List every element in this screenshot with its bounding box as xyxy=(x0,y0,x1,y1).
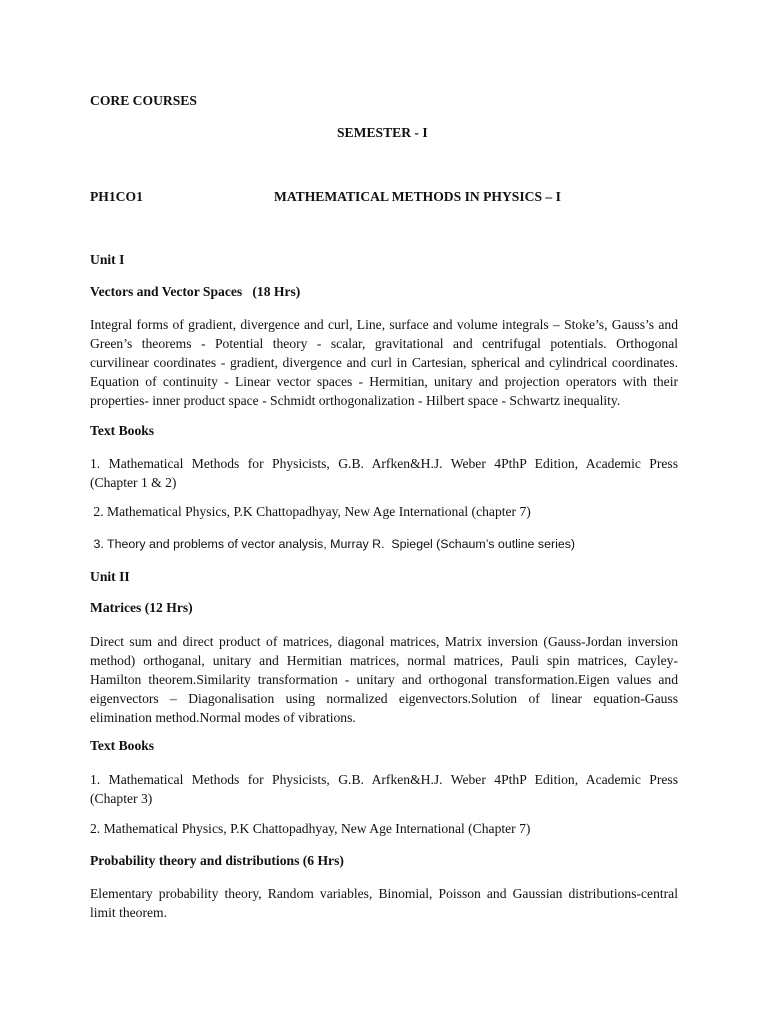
book-line: (Chapter 3) xyxy=(90,791,153,806)
book-line: (Chapter 1 & 2) xyxy=(90,475,177,490)
unit-1-line: properties- inner product space - Schmidt orthogonalization - Hilbert space - Schwartz inequality. xyxy=(90,393,621,408)
unit-2-line: eigenvectors – Diagonalisation using normalized eigenvectors.Solution of linear equation-Gauss xyxy=(90,691,678,706)
unit-1-line: Equation of continuity - Linear vector spaces - Hermitian, unitary and projection operators with their xyxy=(90,374,678,389)
unit-2-book-1 xyxy=(90,770,678,808)
unit-1-book-3: 3. Theory and problems of vector analysis, Murray R. Spiegel (Schaum’s outline series) xyxy=(90,537,576,551)
unit-1-textbooks-heading: Text Books xyxy=(90,423,155,438)
unit-2-paragraph xyxy=(90,632,678,727)
course-code: PH1CO1 xyxy=(90,189,143,204)
probability-heading: Probability theory and distributions (6 Hrs) xyxy=(90,853,344,868)
unit-2-line: method) orthoganal, unitary and Hermitian matrices, normal matrices, Pauli spin matrices, Cayley- xyxy=(90,653,678,668)
probability-line: limit theorem. xyxy=(90,905,168,920)
unit-1-book-1 xyxy=(90,454,678,492)
unit-1-line: Integral forms of gradient, divergence and curl, Line, surface and volume integrals – Stoke’s, Gauss’s and xyxy=(90,317,678,332)
unit-2-book-2: 2. Mathematical Physics, P.K Chattopadhyay, New Age International (Chapter 7) xyxy=(90,821,531,836)
unit-2-label: Unit II xyxy=(90,569,130,584)
course-title: MATHEMATICAL METHODS IN PHYSICS – I xyxy=(274,189,561,204)
book-line: 1. Mathematical Methods for Physicists, G.B. Arfken&H.J. Weber 4PthP Edition, Academic Press xyxy=(90,772,678,787)
probability-paragraph xyxy=(90,884,678,922)
unit-1-line: Green’s theorems - Potential theory - scalar, gravitational and centrifugal potentials. Orthogonal xyxy=(90,336,678,351)
unit-2-textbooks-heading: Text Books xyxy=(90,738,155,753)
unit-1-label: Unit I xyxy=(90,252,125,267)
unit-1-line: curvilinear coordinates - gradient, divergence and curl in Cartesian, spherical and cylindrical coordinates. xyxy=(90,355,678,370)
unit-1-book-2: 2. Mathematical Physics, P.K Chattopadhyay, New Age International (chapter 7) xyxy=(90,504,531,519)
probability-line: Elementary probability theory, Random variables, Binomial, Poisson and Gaussian distributions-central xyxy=(90,886,678,901)
unit-1-paragraph xyxy=(90,315,678,410)
semester-heading: SEMESTER - I xyxy=(337,125,428,140)
unit-2-line: Hamilton theorem.Similarity transformation - unitary and orthogonal transformation.Eigen values and xyxy=(90,672,678,687)
unit-1-heading: Vectors and Vector Spaces (18 Hrs) xyxy=(90,284,301,299)
unit-2-heading: Matrices (12 Hrs) xyxy=(90,600,193,615)
book-line: 1. Mathematical Methods for Physicists, G.B. Arfken&H.J. Weber 4PthP Edition, Academic Press xyxy=(90,456,678,471)
unit-2-line: Direct sum and direct product of matrices, diagonal matrices, Matrix inversion (Gauss-Jordan inversion xyxy=(90,634,678,649)
unit-2-line: elimination method.Normal modes of vibrations. xyxy=(90,710,356,725)
core-courses-heading: CORE COURSES xyxy=(90,93,197,108)
